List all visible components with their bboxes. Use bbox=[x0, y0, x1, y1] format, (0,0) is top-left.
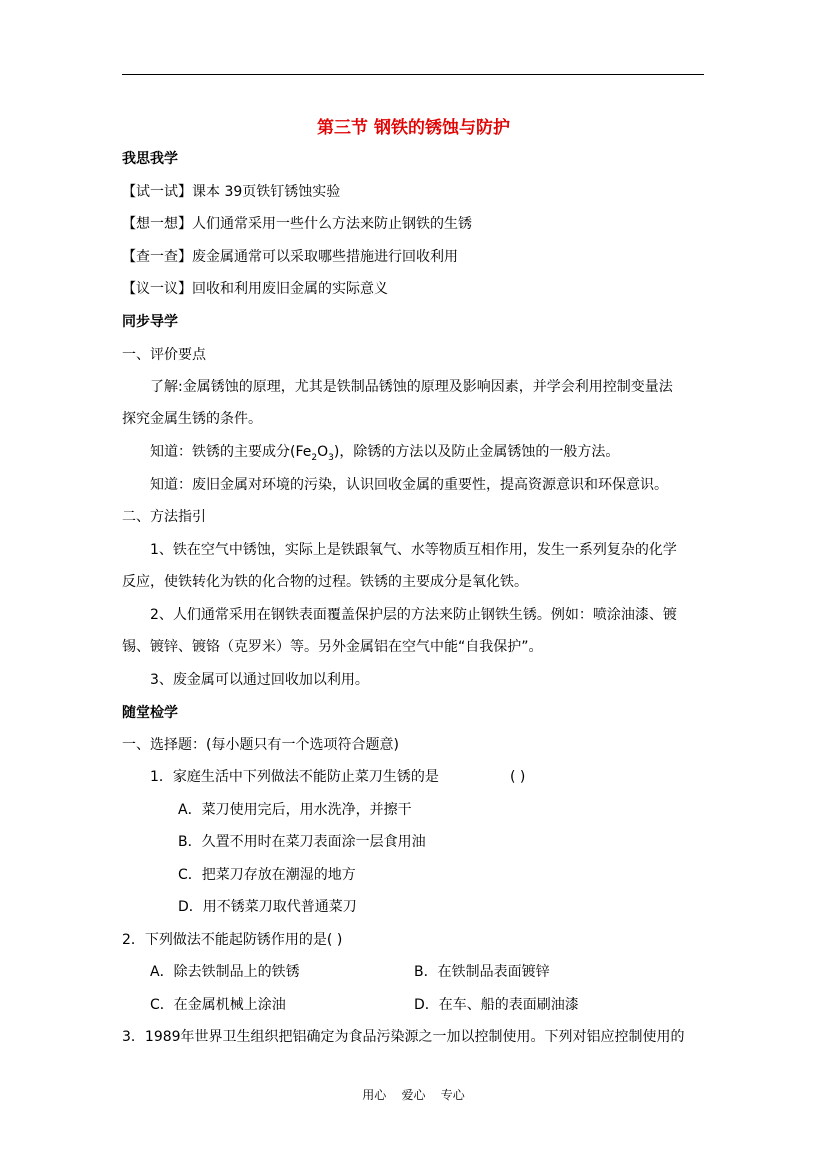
option-item: D．在车、船的表面刷油漆 bbox=[414, 997, 579, 1013]
paragraph-line: 了解:金属锈蚀的原理，尤其是铁制品锈蚀的原理及影响因素，并学会利用控制变量法 bbox=[150, 379, 673, 395]
subsection-title: 一、评价要点 bbox=[122, 347, 206, 363]
section-heading-guide: 同步导学 bbox=[122, 314, 178, 330]
option-item: C．在金属机械上涂油 bbox=[150, 997, 286, 1013]
paragraph-line: 知道：铁锈的主要成分$(Fe_2O_3)$，除锈的方法以及防止金属锈蚀的一般方法。 bbox=[150, 444, 620, 463]
option-item: D．用不锈菜刀取代普通菜刀 bbox=[178, 899, 357, 915]
page-title: 第三节 钢铁的锈蚀与防护 bbox=[317, 118, 510, 138]
answer-blank: ( ) bbox=[510, 769, 526, 785]
question-stem: 2．下列做法不能起防锈作用的是( ) bbox=[122, 932, 343, 948]
paragraph-line: 知道：废旧金属对环境的污染，认识回收金属的重要性，提高资源意识和环保意识。 bbox=[150, 477, 668, 493]
paragraph-line: 1、铁在空气中锈蚀，实际上是铁跟氧气、水等物质互相作用，发生一系列复杂的化学 bbox=[150, 542, 677, 558]
header-rule bbox=[122, 74, 704, 75]
option-item: B．在铁制品表面镀锌 bbox=[414, 964, 550, 980]
paragraph-line: 探究金属生锈的条件。 bbox=[122, 411, 262, 427]
paragraph-line: 3、废金属可以通过回收加以利用。 bbox=[150, 672, 369, 688]
think-item: 【议一议】回收和利用废旧金属的实际意义 bbox=[122, 281, 388, 297]
option-item: A．除去铁制品上的铁锈 bbox=[150, 964, 300, 980]
option-item: B．久置不用时在菜刀表面涂一层食用油 bbox=[178, 834, 426, 850]
think-item: 【查一查】废金属通常可以采取哪些措施进行回收利用 bbox=[122, 249, 458, 265]
option-item: A．菜刀使用完后，用水洗净，并擦干 bbox=[178, 802, 412, 818]
section-heading-test: 随堂检学 bbox=[122, 705, 178, 721]
subsection-title: 二、方法指引 bbox=[122, 509, 206, 525]
paragraph-line: 锡、镀锌、镀铬（克罗米）等。另外金属铝在空气中能“自我保护”。 bbox=[122, 639, 543, 655]
think-item: 【想一想】人们通常采用一些什么方法来防止钢铁的生锈 bbox=[122, 216, 472, 232]
option-item: C．把菜刀存放在潮湿的地方 bbox=[178, 867, 356, 883]
think-item: 【试一试】课本 39页铁钉锈蚀实验 bbox=[122, 184, 341, 200]
subsection-title: 一、选择题：(每小题只有一个选项符合题意) bbox=[122, 737, 399, 753]
question-stem: 1．家庭生活中下列做法不能防止菜刀生锈的是 bbox=[150, 769, 439, 785]
paragraph-line: 2、人们通常采用在钢铁表面覆盖保护层的方法来防止钢铁生锈。例如：喷涂油漆、镀 bbox=[150, 607, 677, 623]
section-heading-think: 我思我学 bbox=[122, 151, 178, 167]
paragraph-line: 反应，使铁转化为铁的化合物的过程。铁锈的主要成分是氧化铁。 bbox=[122, 574, 528, 590]
page-footer: 用心 爱心 专心 bbox=[362, 1088, 465, 1102]
question-stem: 3．1989年世界卫生组织把铝确定为食品污染源之一加以控制使用。下列对铝应控制使用的 bbox=[122, 1029, 685, 1045]
